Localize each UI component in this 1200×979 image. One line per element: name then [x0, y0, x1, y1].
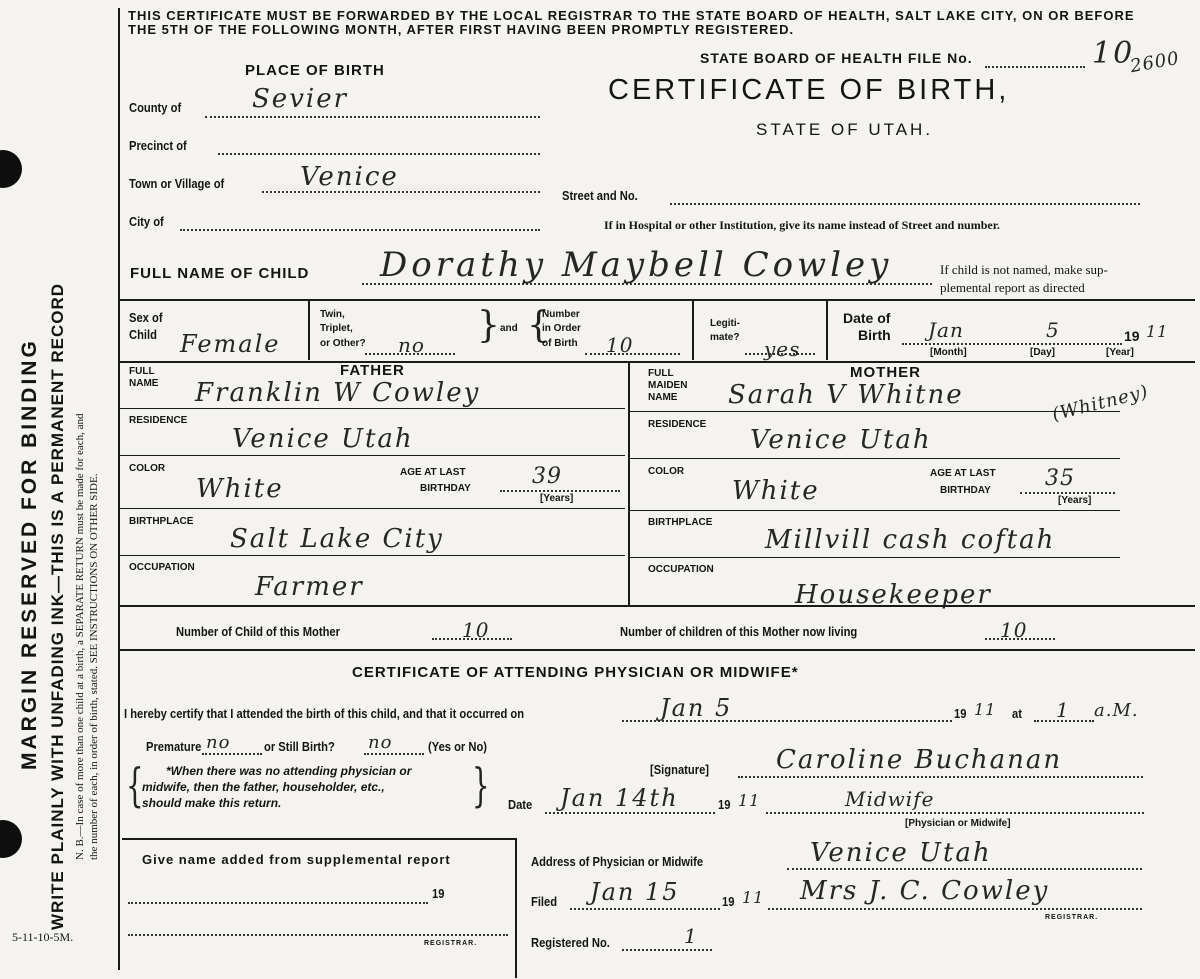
mother-age-label-2: BIRTHDAY [940, 485, 991, 496]
dob-month-value: Jan [928, 318, 964, 342]
mother-years-caption: [Years] [1058, 495, 1092, 506]
occurred-date-value: Jan 5 [660, 694, 733, 722]
father-residence-label: RESIDENCE [129, 415, 188, 426]
supplemental-registrar-line [128, 934, 508, 936]
rule-above-parents [120, 361, 1195, 363]
twin-value: no [398, 333, 425, 357]
divider-father-mother [628, 362, 630, 605]
father-name-label-1: FULL [129, 366, 155, 377]
no-physician-note-3: should make this return. [142, 796, 282, 810]
rule-above-physician [120, 649, 1195, 651]
sign-year-printed: 19 [718, 797, 731, 812]
physician-title-value: Midwife [845, 787, 935, 811]
dob-label-1: Date of [843, 310, 891, 326]
dob-day-caption: [Day] [1030, 347, 1056, 358]
certificate-title: CERTIFICATE OF BIRTH, [608, 74, 1010, 106]
sign-date-line [545, 812, 715, 814]
filed-value: Jan 15 [590, 878, 680, 906]
twin-label-1: Twin, [320, 309, 345, 320]
at-label: at [1012, 706, 1022, 721]
dob-year-printed: 19 [1124, 328, 1140, 344]
still-birth-label: or Still Birth? [264, 739, 335, 754]
mother-name-label-1: FULL [648, 368, 674, 379]
mother-birthplace-rule [630, 557, 1120, 558]
title-line [766, 812, 1144, 814]
county-label: County of [129, 100, 182, 115]
supplemental-label: Give name added from supplemental report [142, 852, 451, 867]
still-birth-value: no [368, 732, 393, 753]
sign-year-value: 11 [738, 791, 761, 810]
mother-name-label-2: MAIDEN [648, 380, 688, 391]
sex-value: Female [180, 330, 281, 358]
and-label: and [500, 323, 518, 334]
mother-heading: MOTHER [850, 364, 921, 381]
binding-hole-bottom [0, 820, 22, 858]
twin-label-3: or Other? [320, 338, 366, 349]
legit-value: yes [764, 337, 801, 361]
mother-occupation-label: OCCUPATION [648, 564, 714, 575]
father-age-label-1: AGE AT LAST [400, 467, 466, 478]
premature-value: no [206, 732, 231, 753]
divider-sex-twin [308, 300, 310, 360]
child-name-label: FULL NAME OF CHILD [130, 265, 310, 282]
place-of-birth-heading: PLACE OF BIRTH [245, 62, 385, 79]
twin-label-2: Triplet, [320, 323, 353, 334]
sex-label-1: Sex of [129, 310, 163, 325]
filed-label: Filed [531, 894, 558, 909]
physician-signature-value: Caroline Buchanan [776, 745, 1063, 775]
address-line [787, 868, 1142, 870]
legit-label-2: mate? [710, 332, 740, 343]
hospital-note: If in Hospital or other Institution, give its name instead of Street and number. [604, 218, 1000, 232]
no-physician-note-2: midwife, then the father, householder, etc., [142, 780, 385, 794]
mother-name-rule [630, 411, 1120, 412]
county-line [205, 116, 540, 118]
precinct-label: Precinct of [129, 138, 187, 153]
registrar-signature-value: Mrs J. C. Cowley [800, 876, 1050, 906]
child-number-label: Number of Child of this Mother [176, 624, 340, 639]
signature-line [738, 776, 1143, 778]
county-value: Sevier [252, 84, 349, 114]
father-birthplace-label: BIRTHPLACE [129, 516, 194, 527]
father-occupation-label: OCCUPATION [129, 562, 195, 573]
order-label-1: Number [542, 309, 580, 320]
address-value: Venice Utah [810, 838, 992, 868]
supplemental-line [128, 902, 428, 904]
registrar-signature-line [768, 908, 1142, 910]
top-notice: THIS CERTIFICATE MUST BE FORWARDED BY THE LOCAL REGISTRAR TO THE STATE BOARD OF HEALTH, SALT LAKE CITY, ON OR BEFORE THE 5TH OF THE FOLLOWING MONTH, AFTER FIRST HAVING BEEN PROMPTLY REGISTERED. [128, 8, 1135, 37]
father-heading: FATHER [340, 362, 405, 379]
order-brace: { [527, 305, 550, 346]
father-age-line [500, 490, 620, 492]
sign-date-label: Date [508, 797, 533, 812]
supplemental-year: 19 [432, 886, 445, 901]
premature-line [202, 753, 262, 755]
legit-label-1: Legiti- [710, 318, 740, 329]
supplemental-box-right [515, 838, 517, 978]
order-label-3: of Birth [542, 338, 578, 349]
occurred-year-printed: 19 [954, 706, 967, 721]
registered-no-line [622, 949, 712, 951]
form-code: 5-11-10-5M. [12, 930, 74, 944]
physician-or-midwife-caption: [Physician or Midwife] [905, 818, 1011, 829]
registered-no-value: 1 [684, 924, 698, 948]
occurred-year-value: 11 [974, 700, 997, 719]
town-label: Town or Village of [129, 176, 225, 191]
dob-year-caption: [Year] [1106, 347, 1134, 358]
note-right-brace: } [472, 758, 490, 812]
mother-residence-value: Venice Utah [750, 425, 932, 455]
premature-label: Premature [146, 739, 202, 754]
father-color-value: White [196, 474, 284, 504]
signature-label: [Signature] [650, 762, 710, 777]
filed-year-printed: 19 [722, 894, 735, 909]
mother-birthplace-value: Millvill cash coftah [765, 525, 1056, 555]
mother-color-value: White [732, 476, 820, 506]
father-birthplace-rule [120, 555, 625, 556]
mother-residence-rule [630, 458, 1120, 459]
father-name-value: Franklin W Cowley [195, 378, 481, 408]
father-residence-value: Venice Utah [232, 424, 414, 454]
file-no-line [985, 66, 1085, 68]
filed-year-value: 11 [742, 888, 765, 907]
dob-label-2: Birth [858, 327, 891, 343]
mother-age-line [1020, 492, 1115, 494]
city-line [180, 229, 540, 231]
order-label-2: in Order [542, 323, 581, 334]
father-name-label-2: NAME [129, 378, 159, 389]
mother-occupation-value: Housekeeper [795, 580, 992, 610]
filed-line [570, 908, 720, 910]
supplemental-box-top [122, 838, 517, 840]
father-name-rule [120, 408, 625, 409]
mother-name-value: Sarah V Whitne [728, 380, 964, 410]
file-no-extra: 2600 [1128, 47, 1182, 78]
city-label: City of [129, 214, 164, 229]
street-line [670, 203, 1140, 205]
divider-legit-dob [826, 300, 828, 360]
certify-text: I hereby certify that I attended the birth of this child, and that it occurred on [124, 706, 525, 721]
father-residence-rule [120, 455, 625, 456]
child-number-value: 10 [462, 618, 490, 642]
precinct-line [218, 153, 540, 155]
supplemental-registrar-label: REGISTRAR. [424, 940, 478, 947]
mother-color-label: COLOR [648, 466, 685, 477]
file-no-value: 10 [1092, 36, 1135, 71]
frame-left-border [118, 8, 120, 970]
child-name-value: Dorathy Maybell Cowley [380, 245, 893, 285]
sex-label-2: Child [129, 327, 157, 342]
mother-residence-label: RESIDENCE [648, 419, 707, 430]
mother-name-note: (Whitney) [1050, 381, 1151, 426]
am-value: a.M. [1094, 700, 1139, 721]
address-label: Address of Physician or Midwife [531, 854, 704, 869]
town-value: Venice [300, 162, 399, 192]
child-name-note-1: If child is not named, make sup- [940, 262, 1108, 277]
dob-month-caption: [Month] [930, 347, 967, 358]
father-years-caption: [Years] [540, 493, 574, 504]
twin-brace: } [477, 305, 500, 346]
father-color-rule [120, 508, 625, 509]
mother-age-label-1: AGE AT LAST [930, 468, 996, 479]
binding-hole-top [0, 150, 22, 188]
father-color-label: COLOR [129, 463, 166, 474]
child-name-note-2: plemental report as directed [940, 280, 1085, 295]
sign-date-value: Jan 14th [560, 784, 679, 812]
father-occupation-value: Farmer [255, 572, 364, 602]
still-birth-line [364, 753, 424, 755]
registrar-label: REGISTRAR. [1045, 914, 1099, 921]
mother-name-label-3: NAME [648, 392, 678, 403]
rule-above-sex [120, 299, 1195, 301]
father-age-value: 39 [532, 464, 562, 489]
mother-color-rule [630, 510, 1120, 511]
order-value: 10 [606, 333, 634, 357]
dob-year-value: 11 [1146, 322, 1169, 341]
father-age-label-2: BIRTHDAY [420, 483, 471, 494]
dob-day-value: 5 [1046, 318, 1060, 342]
divider-order-legit [692, 300, 694, 360]
living-label: Number of children of this Mother now living [620, 624, 858, 639]
note-left-brace: { [126, 758, 144, 812]
yes-no-label: (Yes or No) [428, 739, 488, 754]
certificate-subtitle: STATE OF UTAH. [756, 120, 934, 139]
rule-below-parents [120, 605, 1195, 607]
mother-birthplace-label: BIRTHPLACE [648, 517, 713, 528]
file-no-label: STATE BOARD OF HEALTH FILE No. [700, 50, 973, 66]
registered-no-label: Registered No. [531, 935, 610, 950]
time-value: 1 [1056, 698, 1070, 722]
father-birthplace-value: Salt Lake City [230, 524, 444, 554]
physician-heading: CERTIFICATE OF ATTENDING PHYSICIAN OR MIDWIFE* [352, 664, 799, 681]
dob-line [902, 343, 1122, 345]
street-label: Street and No. [562, 188, 638, 203]
living-value: 10 [1000, 618, 1028, 642]
no-physician-note-1: *When there was no attending physician or [166, 764, 412, 778]
mother-age-value: 35 [1045, 466, 1075, 491]
